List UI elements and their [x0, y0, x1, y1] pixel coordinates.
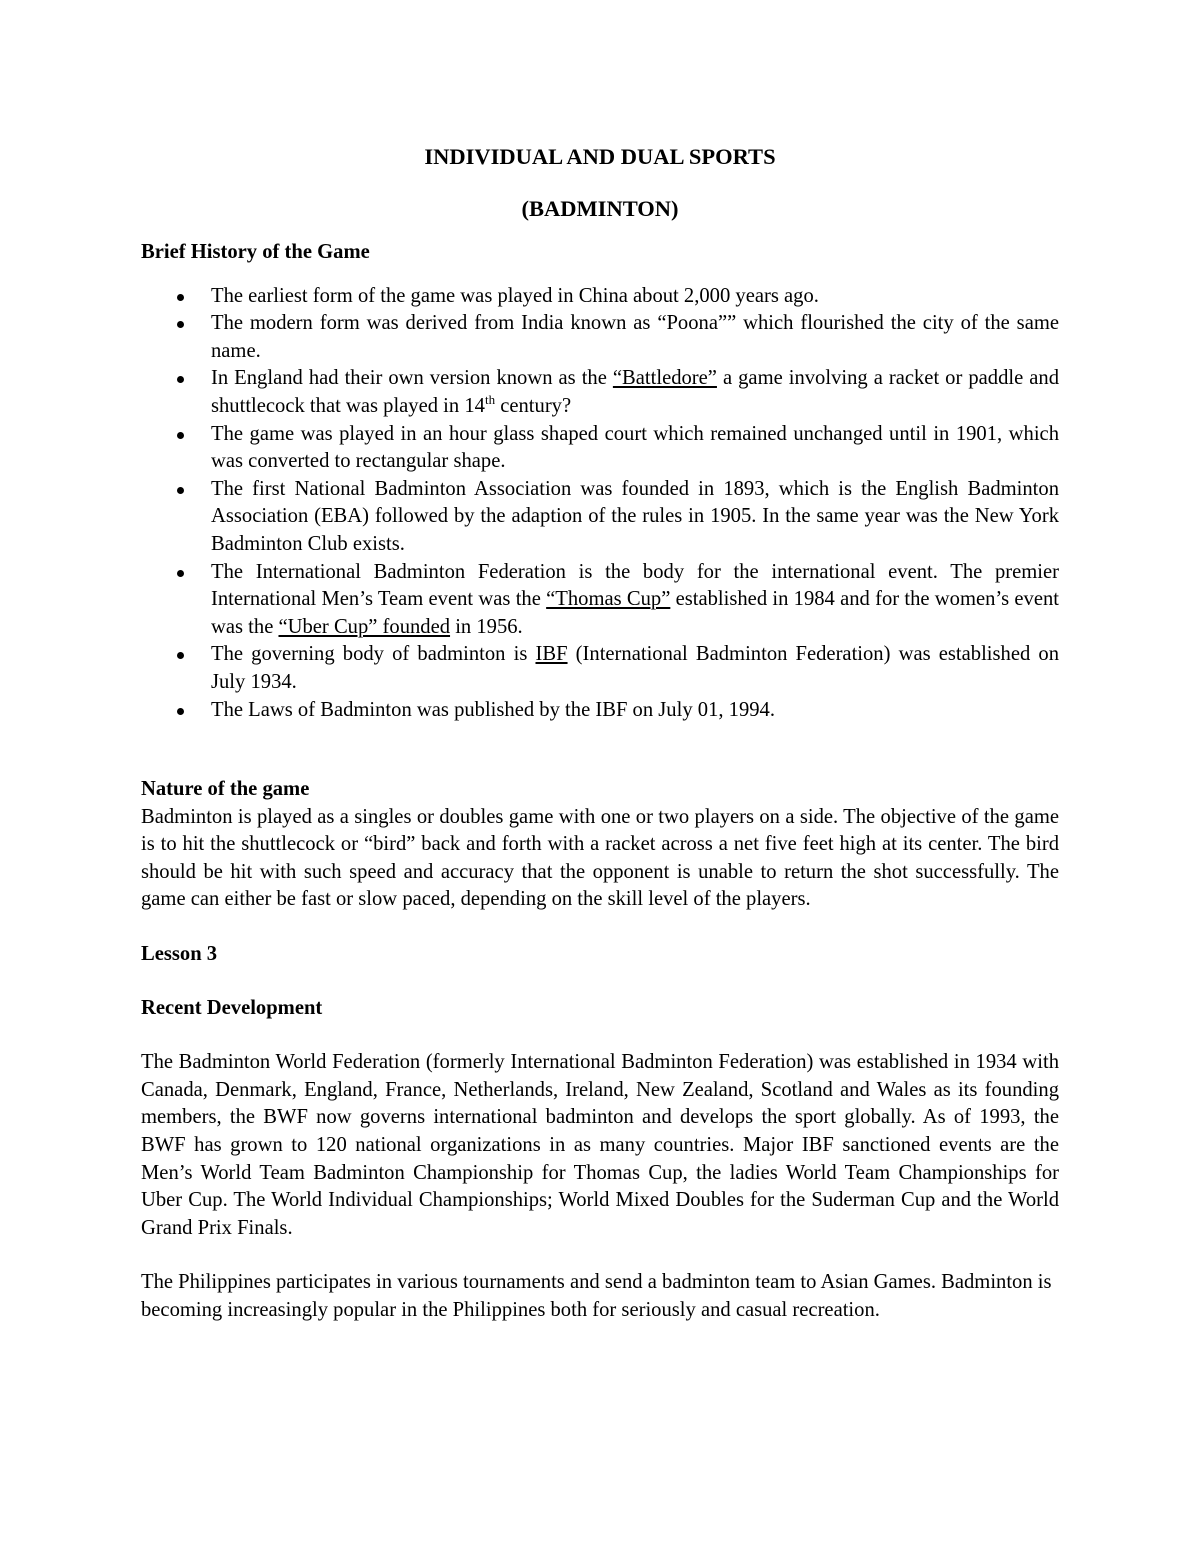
list-item: In England had their own version known as the “Battledore” a game involving a racket or paddle and shuttlecock that was played in 14th century? [141, 365, 1059, 420]
bullet-icon [177, 652, 184, 659]
battledore-link[interactable]: “Battledore” [612, 367, 717, 390]
recent-paragraph: The Badminton World Federation (formerly International Badminton Federation) was established in 1934 with Canada, Denmark, England, France, Netherlands, Ireland, New Zealand, Scotland and Wales as its founding members, the BWF now governs international badminton and develops the sport globally. As of 1993, the BWF has grown to 120 national organizations in as many countries. Major IBF sanctioned events are the Men’s World Team Badminton Championship for Thomas Cup, the ladies World Team Championships for Uber Cup. The World Individual Championships; World Mixed Doubles for the Suderman Cup and the World Grand Prix Finals. [141, 1051, 1059, 1239]
bullet-icon [177, 294, 184, 301]
history-list [141, 283, 1059, 725]
ibf-link[interactable]: IBF [535, 643, 568, 666]
bullet-icon [177, 487, 184, 494]
list-item: The governing body of badminton is IBF (International Badminton Federation) was established on July 1934. [141, 641, 1059, 696]
bullet-icon [177, 432, 184, 439]
bullet-icon [177, 376, 184, 383]
document-title: INDIVIDUAL AND DUAL SPORTS [424, 144, 776, 169]
philippines-paragraph: The Philippines participates in various tournaments and send a badminton team to Asian Games. Badminton is becoming increasingly popular in the Philippines both for seriously and casual recreation. [141, 1271, 1052, 1321]
bullet-icon [177, 570, 184, 577]
list-item: The Laws of Badminton was published by the IBF on July 01, 1994. [141, 697, 1059, 725]
list-item: The International Badminton Federation is the body for the international event. The premier International Men’s Team event was the “Thomas Cup” established in 1984 and for the women’s event was the “Uber Cup” founded in 1956. [141, 559, 1059, 642]
history-heading: Brief History of the Game [141, 241, 370, 263]
nature-heading: Nature of the game [141, 778, 310, 801]
thomas-cup-link[interactable]: “Thomas Cup” [546, 588, 671, 611]
recent-heading: Recent Development [141, 996, 323, 1019]
list-item: The first National Badminton Association was founded in 1893, which is the English Badminton Association (EBA) followed by the adaption of the rules in 1905. In the same year was the New York Badminton Club exists. [141, 476, 1059, 559]
bullet-icon [177, 321, 184, 328]
uber-cup-link[interactable]: “Uber Cup” founded [278, 615, 451, 638]
list-item: The modern form was derived from India known as “Poona”” which flourished the city of the same name. [141, 310, 1059, 365]
bullet-icon [177, 708, 184, 715]
document-subtitle: (BADMINTON) [521, 196, 679, 221]
document-page [141, 138, 1059, 1325]
nature-paragraph: Badminton is played as a singles or doubles game with one or two players on a side. The objective of the game is to hit the shuttlecock or “bird” back and forth with a racket across a net five feet high at its center. The bird should be hit with such speed and accuracy that the opponent is unable to return the shot successfully. The game can either be fast or slow paced, depending on the skill level of the players. [141, 805, 1059, 911]
list-item: The game was played in an hour glass shaped court which remained unchanged until in 1901, which was converted to rectangular shape. [141, 421, 1059, 476]
lesson-heading: Lesson 3 [141, 943, 218, 966]
list-item: The earliest form of the game was played in China about 2,000 years ago. [141, 283, 1059, 311]
